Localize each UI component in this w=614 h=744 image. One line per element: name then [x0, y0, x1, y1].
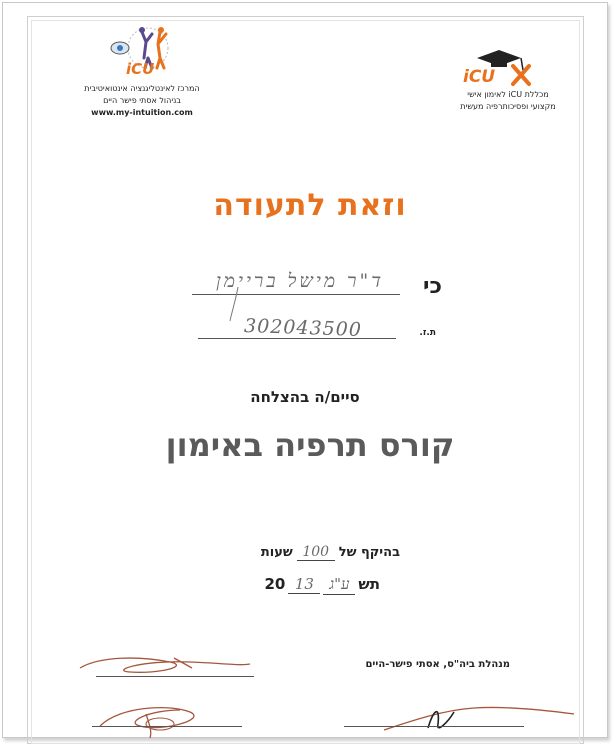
right-org-line1: מכללת iCU לאימון אישי — [467, 90, 549, 99]
left-org-line2: בניהול אסתי פישר היים — [103, 96, 181, 105]
id-line — [198, 338, 396, 339]
signature-line-bottom-right — [344, 726, 524, 727]
scope-prefix: בהיקף של — [338, 545, 400, 560]
signature-bottom-left — [80, 696, 240, 740]
right-org-line2: מקצועי ופסיכותרפיה מעשית — [460, 102, 556, 111]
left-org-url: www.my-intuition.com — [91, 108, 193, 117]
certificate-frame-inner — [31, 20, 580, 744]
id-number-handwritten: 302043500 — [243, 314, 363, 342]
left-org-line1: המרכז לאינטליגנציה אינטואיטיבית — [84, 84, 200, 93]
completed-successfully: סיים/ה בהצלחה — [250, 388, 360, 406]
signature-top-left — [70, 650, 260, 690]
scope-suffix: שעות — [260, 545, 293, 560]
certificate-title: וזאת לתעודה — [213, 188, 407, 223]
id-label: ת.ז. — [419, 328, 436, 338]
hebrew-year-handwritten: ע"ג — [323, 575, 355, 595]
right-logo-brand: iCU — [463, 67, 496, 87]
gregorian-year-handwritten: 13 — [288, 575, 320, 594]
signature-line-top-left — [96, 676, 254, 677]
icu-intuition-logo — [98, 22, 198, 82]
signature-line-bottom-left — [92, 726, 242, 727]
scope-row — [200, 544, 400, 561]
year-row — [240, 575, 380, 595]
hours-handwritten: 100 — [297, 544, 335, 561]
signer-title: מנהלת ביה"ס, אסתי פישר-היים — [365, 659, 510, 670]
ki-label: כי — [423, 274, 442, 299]
signature-bottom-right — [374, 700, 580, 740]
left-logo-brand: iCU — [126, 60, 155, 78]
course-name: קורס תרפיה באימון — [165, 426, 455, 464]
gregorian-year-prefix: 20 — [264, 575, 286, 593]
icu-college-logo — [455, 44, 545, 88]
hebrew-year-prefix: תש — [358, 575, 380, 593]
recipient-name-handwritten: ד"ר מישל בריימן — [215, 270, 385, 292]
